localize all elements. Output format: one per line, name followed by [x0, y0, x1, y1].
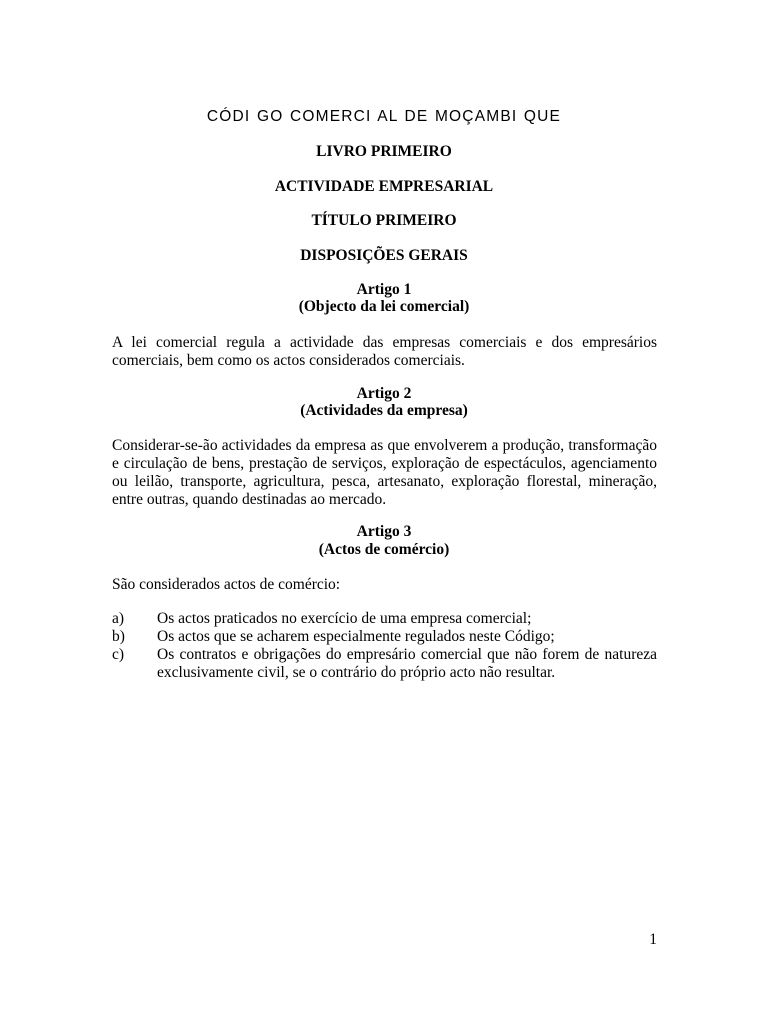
article-2-subject: (Actividades da empresa) — [300, 402, 468, 419]
list-item-text: Os actos que se acharem especialmente regulados neste Código; — [157, 628, 555, 645]
section-heading: DISPOSIÇÕES GERAIS — [300, 247, 468, 264]
list-item-text: Os actos praticados no exercício de uma empresa comercial; — [157, 610, 532, 627]
document-title: CÓDI GO COMERCI AL DE MOÇAMBI QUE — [206, 108, 562, 125]
list-item — [112, 646, 657, 682]
article-3-number: Artigo 3 — [356, 523, 412, 540]
list-item-marker: c) — [112, 646, 125, 663]
list-item — [112, 628, 657, 646]
list-item — [112, 610, 657, 628]
article-1-subject: (Objecto da lei comercial) — [298, 298, 470, 315]
book-heading: LIVRO PRIMEIRO — [316, 143, 452, 160]
article-3-text: São considerados actos de comércio: — [112, 576, 341, 593]
list-item-marker: a) — [112, 610, 125, 627]
article-3-subject: (Actos de comércio) — [318, 541, 450, 558]
book-subtitle: ACTIVIDADE EMPRESARIAL — [274, 178, 494, 195]
article-1-text: A lei comercial regula a actividade das empresas comerciais e dos empresários comerciais, bem como os actos considerados comerciais. — [112, 334, 657, 369]
article-2-number: Artigo 2 — [356, 385, 412, 402]
article-2-text: Considerar-se-ão actividades da empresa as que envolverem a produção, transformação e circulação de bens, prestação de serviços, exploração de espectáculos, agenciamento ou leilão, transporte, agricultura, pesca, artesanato, exploração florestal, mineração, entre outras, quando destinadas ao mercado. — [112, 437, 657, 508]
list-item-marker: b) — [112, 628, 125, 645]
page-number: 1 — [649, 931, 657, 948]
list-item-text: Os contratos e obrigações do empresário comercial que não forem de natureza exclusivamente civil, se o contrário do próprio acto não resultar. — [157, 646, 657, 681]
title-heading: TÍTULO PRIMEIRO — [311, 212, 457, 229]
article-3-list — [112, 610, 657, 682]
article-1-number: Artigo 1 — [356, 281, 412, 298]
